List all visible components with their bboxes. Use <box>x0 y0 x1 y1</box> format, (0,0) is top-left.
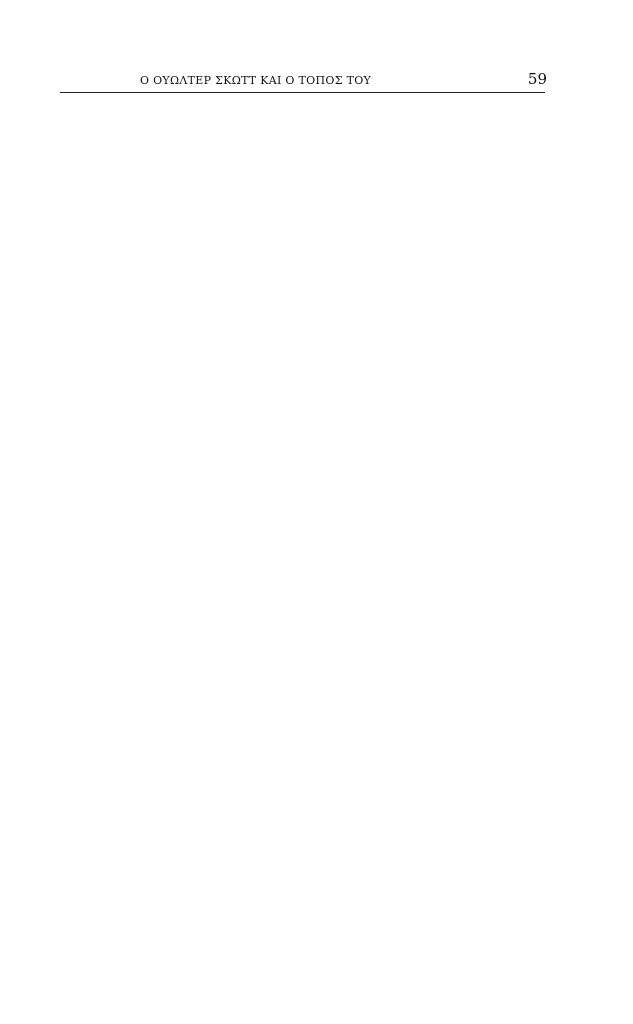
page-number: 59 <box>527 70 547 88</box>
running-title: Ο ΟΥΩΛΤΕΡ ΣΚΩΤΤ ΚΑΙ Ο ΤΟΠΟΣ ΤΟΥ <box>140 74 372 87</box>
header-rule <box>60 92 545 93</box>
